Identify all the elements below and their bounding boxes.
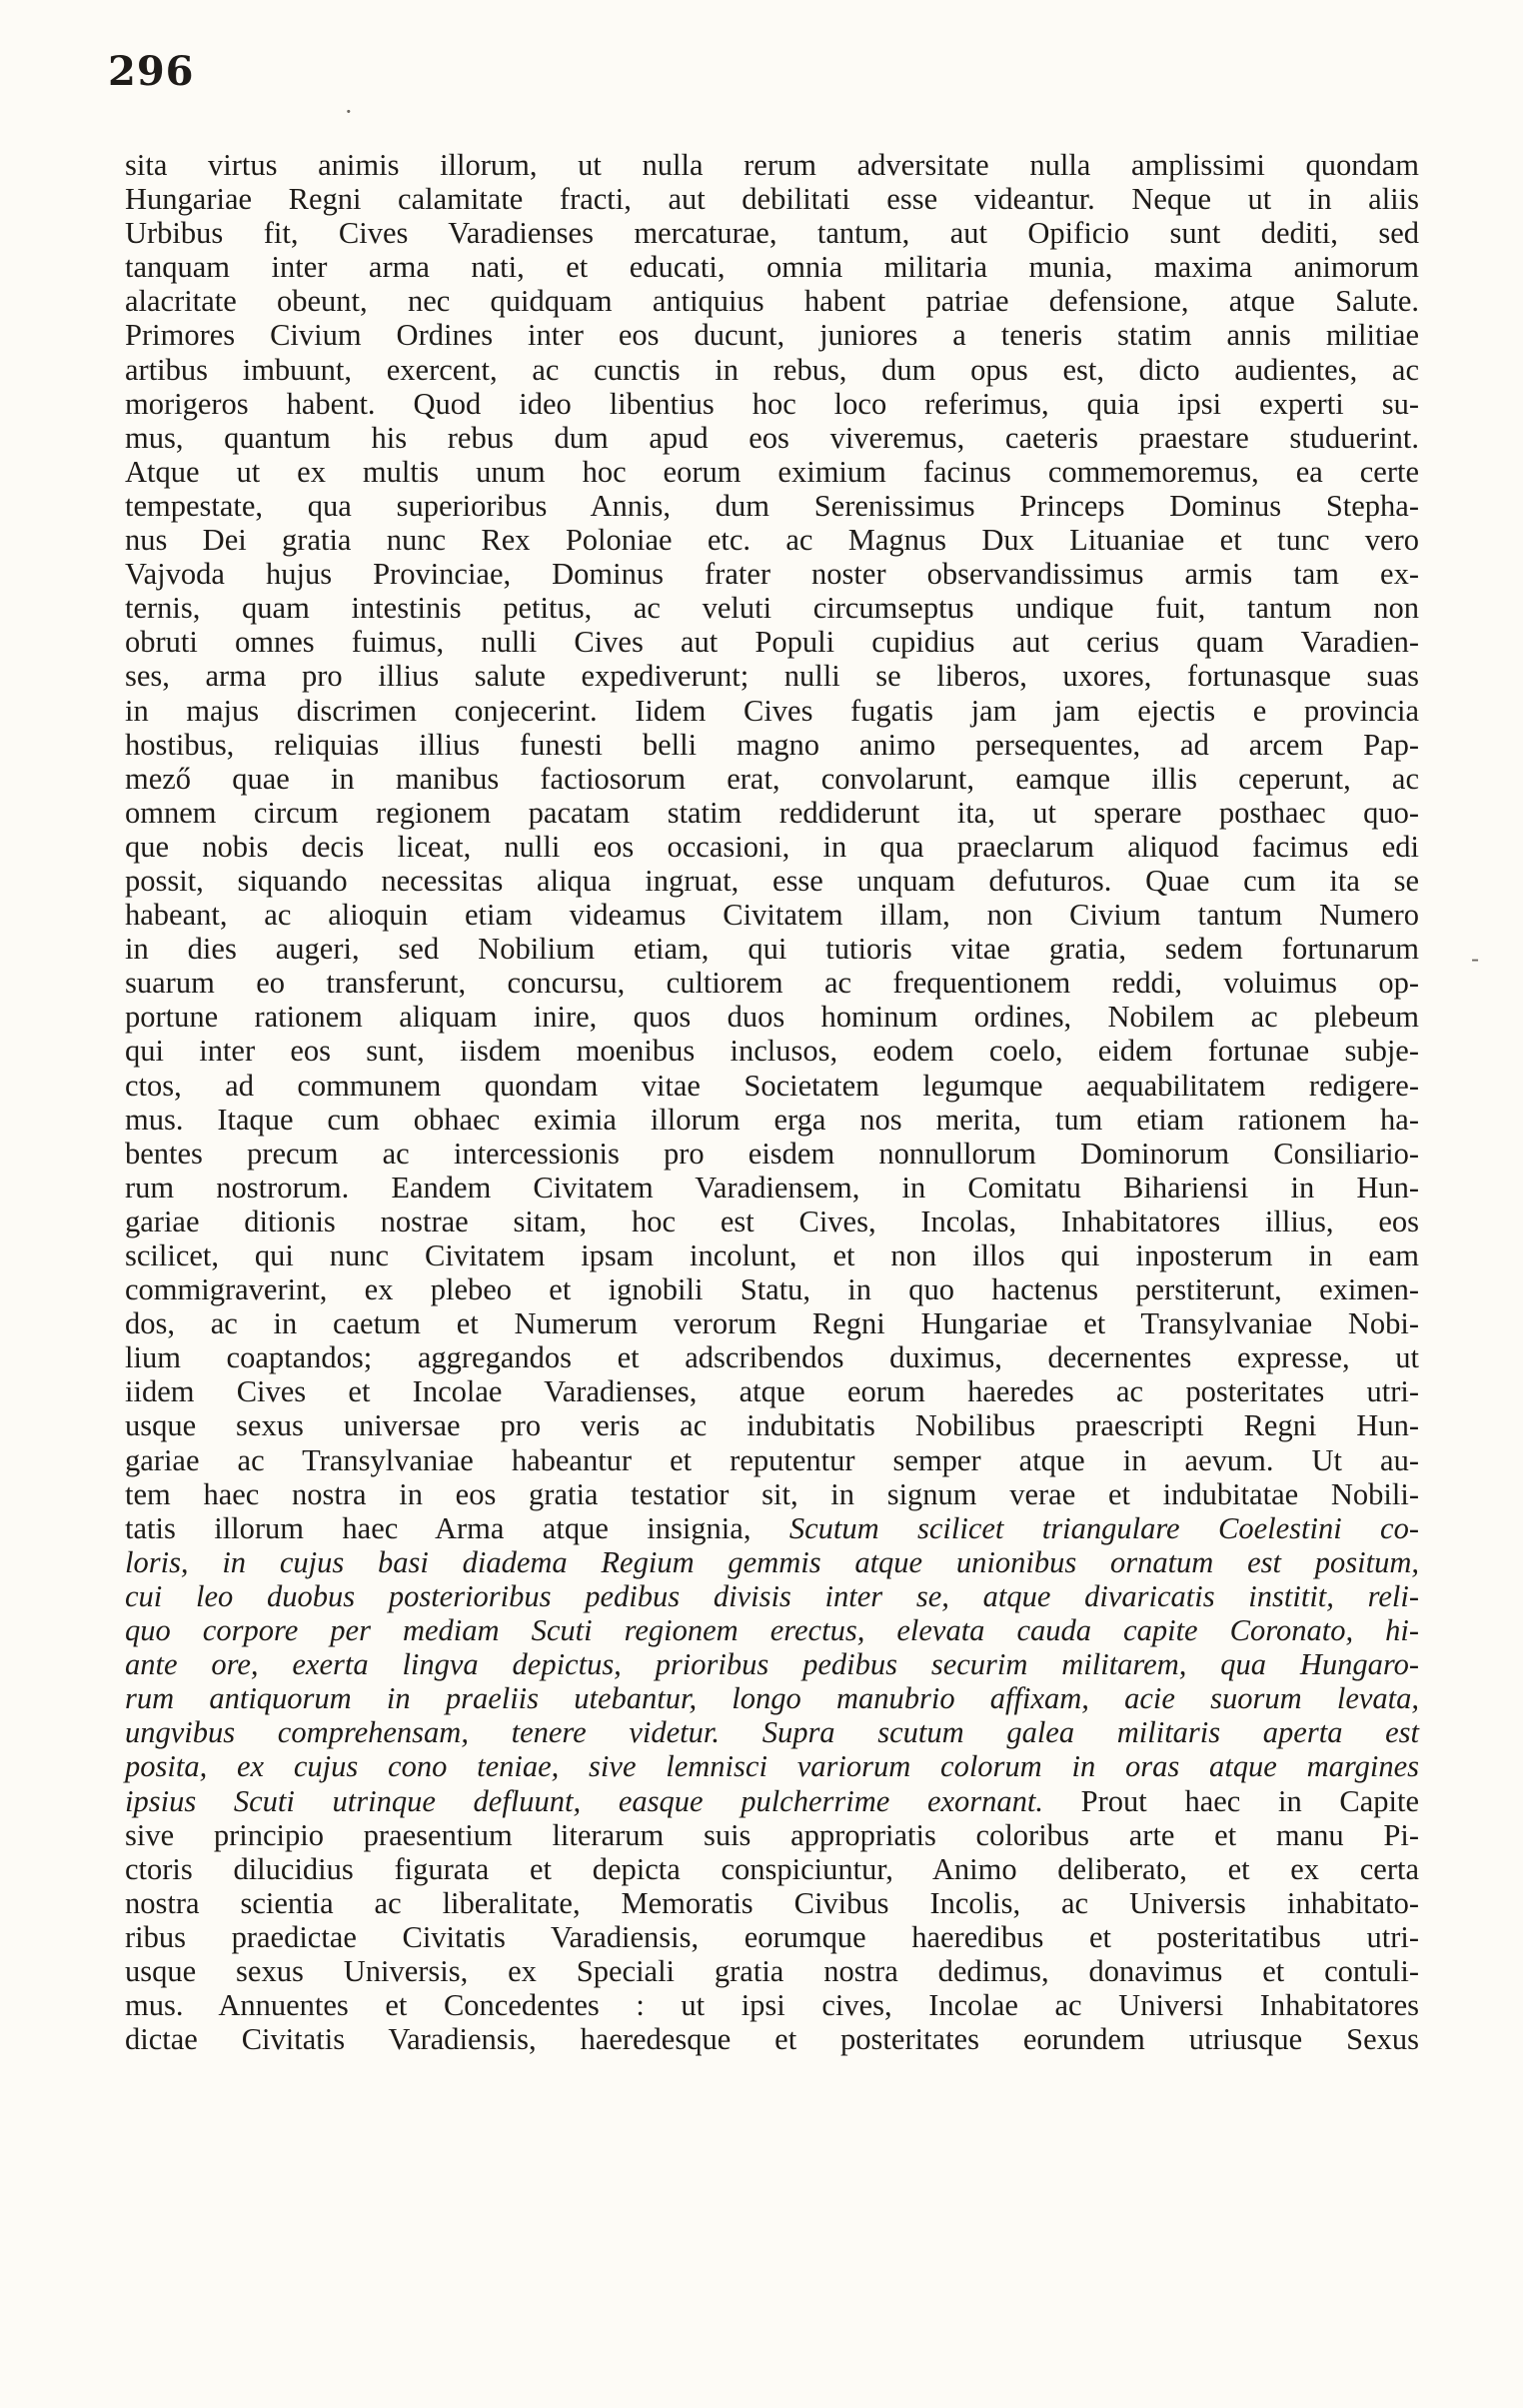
text-segment: usque sexus universae pro veris ac indubitatis Nobilibus praescripti Regni Hun-	[125, 1408, 1419, 1443]
text-segment: mus. Annuentes et Concedentes : ut ipsi cives, Incolae ac Universi Inhabitatores	[125, 1988, 1419, 2023]
text-segment: ribus praedictae Civitatis Varadiensis, eorumque haeredibus et posteritatibus utri-	[125, 1919, 1419, 1954]
text-segment: rum nostrorum. Eandem Civitatem Varadiensem, in Comitatu Bihariensi in Hun-	[125, 1170, 1419, 1204]
text-segment: qui inter eos sunt, iisdem moenibus inclusos, eodem coelo, eidem fortunae subje-	[125, 1034, 1419, 1069]
italic-text: Scutum scilicet triangulare Coelestini co-	[788, 1510, 1420, 1545]
text-line	[125, 1852, 1419, 1886]
page-number: 296	[108, 48, 195, 95]
margin-dash-mark: -	[1471, 945, 1480, 973]
text-line	[125, 830, 1419, 864]
text-line	[125, 353, 1419, 387]
text-line	[125, 1613, 1419, 1647]
text-segment: ctos, ad communem quondam vitae Societatem legumque aequabilitatem redigere-	[125, 1068, 1419, 1103]
text-line	[125, 1069, 1419, 1103]
text-line	[125, 489, 1419, 523]
text-segment: dictae Civitatis Varadiensis, haeredesque et posteritates eorundem utriusque Sexus	[125, 2022, 1419, 2057]
text-segment: lium coaptandos; aggregandos et adscribendos duximus, decernentes expresse, ut	[125, 1340, 1419, 1375]
text-line	[125, 966, 1419, 1000]
text-segment: Hungariae Regni calamitate fracti, aut debilitati esse videantur. Neque ut in aliis	[125, 182, 1419, 217]
text-line	[125, 1340, 1419, 1374]
text-segment: que nobis decis liceat, nulli eos occasioni, in qua praeclarum aliquod facimus edi	[125, 829, 1419, 864]
text-line	[125, 1306, 1419, 1340]
italic-text: ungvibus comprehensam, tenere videtur. Supra scutum galea militaris aperta est	[125, 1715, 1419, 1750]
text-line	[125, 898, 1419, 932]
italic-text: ante ore, exerta lingva depictus, prioribus pedibus securim militarem, qua Hungaro-	[125, 1647, 1419, 1682]
text-line	[125, 1238, 1419, 1272]
text-line	[125, 387, 1419, 421]
text-segment: alacritate obeunt, nec quidquam antiquius habent patriae defensione, atque Salute.	[125, 284, 1419, 319]
text-segment: usque sexus Universis, ex Speciali gratia nostra dedimus, donavimus et contuli-	[125, 1953, 1419, 1988]
text-line	[125, 1171, 1419, 1204]
text-line	[125, 455, 1419, 489]
text-segment: Vajvoda hujus Provinciae, Dominus frater noster observandissimus armis tam ex-	[125, 557, 1419, 592]
text-segment: Urbibus fit, Cives Varadienses mercaturae, tantum, aut Opificio sunt dediti, sed	[125, 216, 1419, 251]
text-segment: gariae ac Transylvaniae habeantur et reputentur semper atque in aevum. Ut au-	[125, 1442, 1419, 1477]
text-segment: iidem Cives et Incolae Varadienses, atque eorum haeredes ac posteritates utri-	[125, 1374, 1419, 1409]
text-segment: sive principio praesentium literarum suis appropriatis coloribus arte et manu Pi-	[125, 1817, 1419, 1852]
text-line	[125, 1034, 1419, 1068]
italic-text: posita, ex cujus cono teniae, sive lemnisci variorum colorum in oras atque margines	[125, 1749, 1419, 1784]
text-segment: suarum eo transferunt, concursu, cultiorem ac frequentionem reddi, voluimus op-	[125, 966, 1419, 1001]
text-line	[125, 591, 1419, 625]
text-segment: tem haec nostra in eos gratia testatior sit, in signum verae et indubitatae Nobili-	[125, 1476, 1419, 1511]
text-line	[125, 1579, 1419, 1613]
text-segment: sita virtus animis illorum, ut nulla rerum adversitate nulla amplissimi quondam	[125, 148, 1419, 182]
text-line	[125, 284, 1419, 318]
text-line	[125, 1103, 1419, 1137]
text-segment: mus, quantum his rebus dum apud eos viveremus, caeteris praestare studuerint.	[125, 420, 1419, 455]
text-segment: habeant, ac alioquin etiam videamus Civitatem illam, non Civium tantum Numero	[125, 898, 1419, 933]
text-segment: mus. Itaque cum obhaec eximia illorum erga nos merita, tum etiam rationem ha-	[125, 1102, 1419, 1137]
text-segment: obruti omnes fuimus, nulli Cives aut Populi cupidius aut cerius quam Varadien-	[125, 625, 1419, 660]
text-line	[125, 1511, 1419, 1545]
text-segment: dos, ac in caetum et Numerum verorum Regni Hungariae et Transylvaniae Nobi-	[125, 1306, 1419, 1341]
text-line	[125, 1374, 1419, 1408]
text-line	[125, 864, 1419, 898]
text-segment: Primores Civium Ordines inter eos ducunt, juniores a teneris statim annis militiae	[125, 318, 1419, 353]
italic-text: cui leo duobus posterioribus pedibus divisis inter se, atque divaricatis institit, reli-	[125, 1578, 1419, 1613]
text-line	[125, 1545, 1419, 1579]
text-line	[125, 216, 1419, 250]
text-line	[125, 1954, 1419, 1988]
text-line	[125, 1000, 1419, 1034]
text-line	[125, 1477, 1419, 1511]
text-segment: tanquam inter arma nati, et educati, omnia militaria munia, maxima animorum	[125, 250, 1419, 285]
text-segment: mező quae in manibus factiosorum erat, convolarunt, eamque illis ceperunt, ac	[125, 761, 1419, 796]
text-line	[125, 421, 1419, 455]
text-segment: ternis, quam intestinis petitus, ac veluti circumseptus undique fuit, tantum non	[125, 591, 1419, 626]
text-line	[125, 932, 1419, 966]
text-segment: Atque ut ex multis unum hoc eorum eximium facinus commemoremus, ea certe	[125, 454, 1419, 489]
text-line	[125, 1784, 1419, 1818]
text-segment: scilicet, qui nunc Civitatem ipsam incolunt, et non illos qui inposterum in eam	[125, 1238, 1419, 1272]
text-line	[125, 2022, 1419, 2056]
text-segment: omnem circum regionem pacatam statim reddiderunt ita, ut sperare posthaec quo-	[125, 795, 1419, 830]
text-line	[125, 1681, 1419, 1715]
text-segment: morigeros habent. Quod ideo libentius hoc loco referimus, quia ipsi experti su-	[125, 386, 1419, 421]
text-segment: tempestate, qua superioribus Annis, dum Serenissimus Princeps Dominus Stepha-	[125, 488, 1419, 523]
text-line	[125, 250, 1419, 284]
text-line	[125, 659, 1419, 693]
text-segment: hostibus, reliquias illius funesti belli magno animo persequentes, ad arcem Pap-	[125, 727, 1419, 762]
text-segment: bentes precum ac intercessionis pro eisdem nonnullorum Dominorum Consiliario-	[125, 1136, 1419, 1171]
text-segment: Prout haec in Capite	[1080, 1783, 1420, 1818]
text-line	[125, 182, 1419, 216]
italic-text: rum antiquorum in praeliis utebantur, longo manubrio affixam, acie suorum levata,	[125, 1681, 1419, 1716]
text-line	[125, 694, 1419, 728]
body-text	[125, 148, 1419, 2056]
text-line	[125, 1137, 1419, 1171]
text-segment: portune rationem aliquam inire, quos duos hominum ordines, Nobilem ac plebeum	[125, 1000, 1419, 1035]
text-line	[125, 1886, 1419, 1920]
text-line	[125, 523, 1419, 557]
italic-text: ipsius Scuti utrinque defluunt, easque pulcherrime exornant.	[125, 1783, 1081, 1818]
text-line	[125, 1272, 1419, 1306]
text-line	[125, 1749, 1419, 1783]
text-line	[125, 796, 1419, 830]
text-line	[125, 1443, 1419, 1477]
text-line	[125, 557, 1419, 591]
text-line	[125, 1715, 1419, 1749]
text-line	[125, 625, 1419, 659]
text-line	[125, 1988, 1419, 2022]
text-segment: in dies augeri, sed Nobilium etiam, qui tutioris vitae gratia, sedem fortunarum	[125, 932, 1419, 967]
italic-text: loris, in cujus basi diadema Regium gemmis atque unionibus ornatum est positum,	[125, 1544, 1419, 1579]
text-line	[125, 1818, 1419, 1852]
text-line	[125, 1204, 1419, 1238]
text-line	[125, 1647, 1419, 1681]
italic-text: quo corpore per mediam Scuti regionem erectus, elevata cauda capite Coronato, hi-	[125, 1613, 1419, 1648]
margin-dot-mark: ·	[345, 98, 353, 126]
text-segment: nostra scientia ac liberalitate, Memoratis Civibus Incolis, ac Universis inhabitato-	[125, 1885, 1419, 1920]
text-segment: commigraverint, ex plebeo et ignobili Statu, in quo hactenus perstiterunt, eximen-	[125, 1272, 1419, 1307]
text-line	[125, 1920, 1419, 1954]
text-line	[125, 318, 1419, 352]
text-segment: artibus imbuunt, exercent, ac cunctis in rebus, dum opus est, dicto audientes, ac	[125, 352, 1419, 387]
text-segment: ctoris dilucidius figurata et depicta conspiciuntur, Animo deliberato, et ex certa	[125, 1851, 1419, 1886]
text-line	[125, 762, 1419, 796]
text-line	[125, 148, 1419, 182]
text-segment: in majus discrimen conjecerint. Iidem Cives fugatis jam jam ejectis e provincia	[125, 693, 1419, 728]
text-line	[125, 1408, 1419, 1442]
text-segment: ses, arma pro illius salute expediverunt; nulli se liberos, uxores, fortunasque suas	[125, 659, 1419, 694]
text-segment: nus Dei gratia nunc Rex Poloniae etc. ac Magnus Dux Lituaniae et tunc vero	[125, 523, 1419, 558]
text-segment: tatis illorum haec Arma atque insignia,	[125, 1510, 789, 1545]
text-line	[125, 728, 1419, 762]
text-segment: possit, siquando necessitas aliqua ingruat, esse unquam defuturos. Quae cum ita se	[125, 863, 1419, 898]
text-segment: gariae ditionis nostrae sitam, hoc est Cives, Incolas, Inhabitatores illius, eos	[125, 1204, 1419, 1238]
